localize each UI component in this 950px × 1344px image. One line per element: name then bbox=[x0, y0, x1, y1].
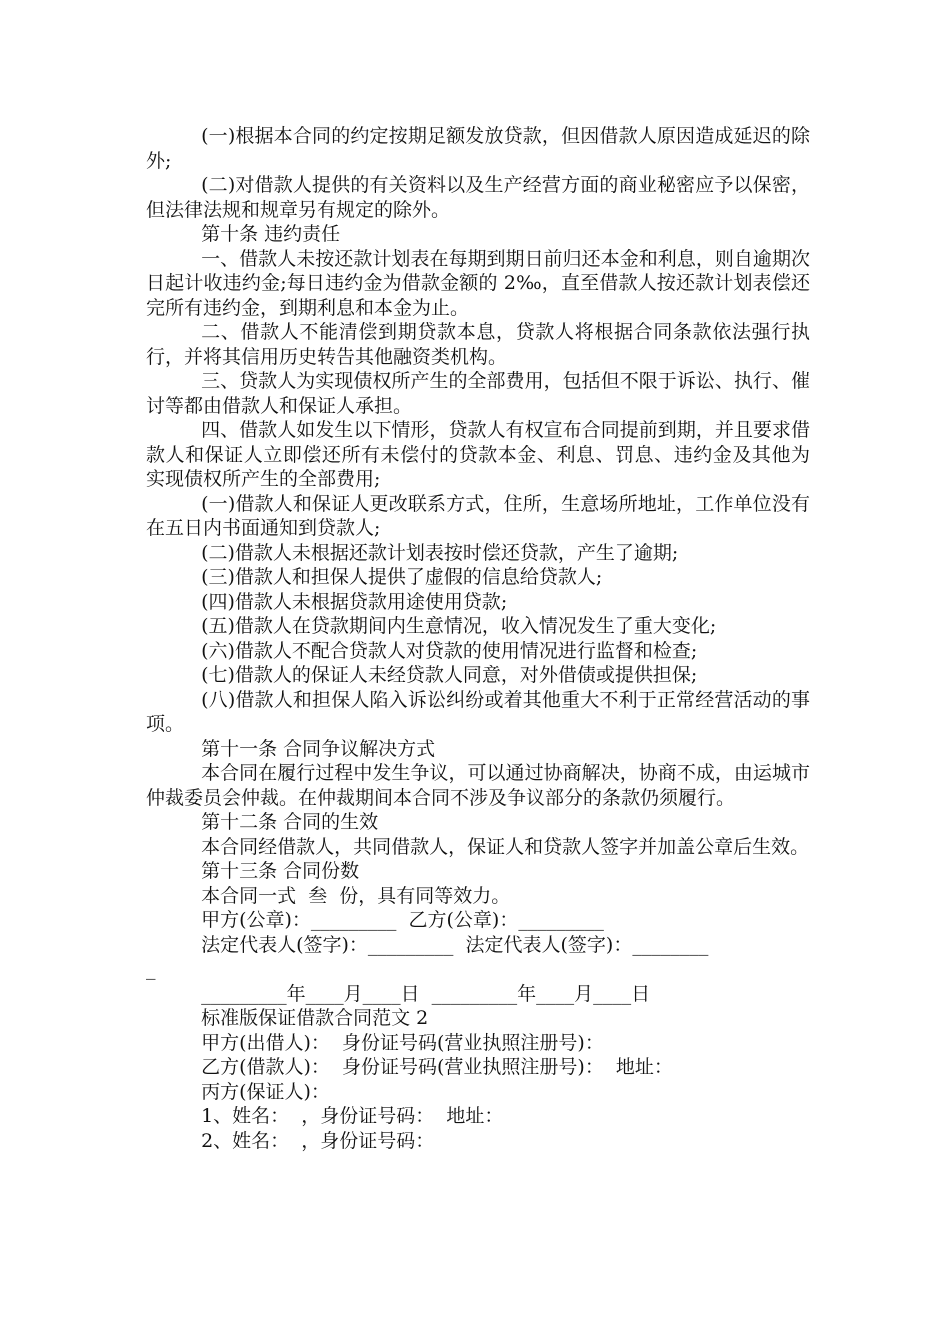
paragraph: (四)借款人未根据贷款用途使用贷款; bbox=[201, 590, 508, 613]
paragraph: 三、贷款人为实现债权所产生的全部费用，包括但不限于诉讼、执行、催讨等都由借款人和保证人承担。 bbox=[146, 370, 810, 417]
paragraph: 一、借款人未按还款计划表在每期到期日前归还本金和利息，则自逾期次日起计收违约金;每日违约金为借款金额的 2‰，直至借款人按还款计划表偿还完所有违约金，到期利息和本金为止。 bbox=[146, 247, 810, 319]
paragraph: (一)根据本合同的约定按期足额发放贷款，但因借款人原因造成延迟的除外; bbox=[146, 125, 810, 172]
signature-line: 法定代表人(签字)：_________ 法定代表人(签字)：________ bbox=[201, 933, 709, 956]
paragraph: 本合同经借款人，共同借款人，保证人和贷款人签字并加盖公章后生效。 bbox=[201, 835, 810, 858]
signature-line: 甲方(公章)：_________ 乙方(公章)：_________ bbox=[201, 909, 604, 931]
party-line: 乙方(借款人)： 身份证号码(营业执照注册号)： 地址： bbox=[201, 1056, 673, 1078]
paragraph: 四、借款人如发生以下情形，贷款人有权宣布合同提前到期，并且要求借款人和保证人立即偿还所有未偿付的贷款本金、利息、罚息、违约金及其他为实现债权所产生的全部费用; bbox=[146, 419, 810, 490]
section-title: 标准版保证借款合同范文 2 bbox=[201, 1007, 429, 1029]
paragraph: (二)对借款人提供的有关资料以及生产经营方面的商业秘密应予以保密，但法律法规和规章另有规定的除外。 bbox=[146, 174, 810, 221]
paragraph: (八)借款人和担保人陷入诉讼纠纷或着其他重大不利于正常经营活动的事项。 bbox=[146, 688, 810, 735]
paragraph: 二、借款人不能清偿到期贷款本息，贷款人将根据合同条款依法强行执行，并将其信用历史转告其他融资类机构。 bbox=[146, 321, 810, 368]
guarantor-line: 2、姓名： ，身份证号码： bbox=[201, 1129, 435, 1152]
article-heading: 第十二条 合同的生效 bbox=[201, 811, 379, 833]
article-heading: 第十一条 合同争议解决方式 bbox=[201, 737, 436, 760]
paragraph: 本合同在履行过程中发生争议，可以通过协商解决，协商不成，由运城市仲裁委员会仲裁。在仲裁期间本合同不涉及争议部分的条款仍须履行。 bbox=[146, 762, 810, 809]
paragraph: (七)借款人的保证人未经贷款人同意，对外借债或提供担保; bbox=[201, 664, 698, 686]
article-heading: 第十三条 合同份数 bbox=[201, 860, 360, 882]
paragraph: (六)借款人不配合贷款人对贷款的使用情况进行监督和检查; bbox=[201, 639, 698, 662]
paragraph: (一)借款人和保证人更改联系方式，住所，生意场所地址，工作单位没有在五日内书面通知到贷款人; bbox=[146, 492, 810, 539]
party-line: 甲方(出借人)： 身份证号码(营业执照注册号)： bbox=[201, 1031, 604, 1054]
paragraph: (二)借款人未根据还款计划表按时偿还贷款，产生了逾期; bbox=[201, 541, 679, 564]
document-page bbox=[146, 124, 810, 1153]
date-line: _________年____月____日 _________年____月____日 bbox=[201, 982, 651, 1005]
guarantor-line: 1、姓名： ，身份证号码： 地址： bbox=[201, 1105, 504, 1127]
paragraph: (五)借款人在贷款期间内生意情况，收入情况发生了重大变化; bbox=[201, 615, 717, 637]
paragraph: 本合同一式 叁 份，具有同等效力。 bbox=[201, 884, 511, 907]
party-line: 丙方(保证人)： bbox=[201, 1080, 330, 1103]
article-heading: 第十条 违约责任 bbox=[201, 223, 341, 245]
paragraph: (三)借款人和担保人提供了虚假的信息给贷款人; bbox=[201, 566, 603, 588]
signature-line-wrap: _ bbox=[146, 958, 156, 980]
